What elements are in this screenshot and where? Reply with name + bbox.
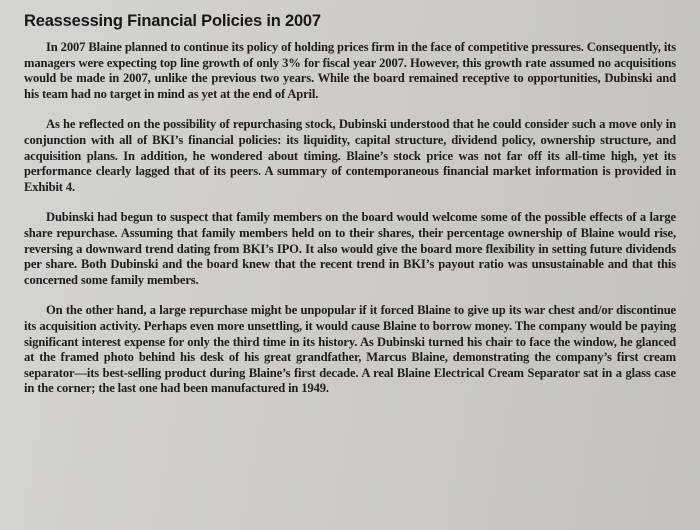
paragraph-3: Dubinski had begun to suspect that family members on the board would welcome some of the possible effects of a large share repurchase. Assuming that family members held on to their shares, their percentage ownership of Blaine would rise, reversing a downward trend dating from BKI’s IPO. It also would give the board more flexibility in setting future dividends per share. Both Dubinski and the board knew that the recent trend in BKI’s payout ratio was unsustainable and that this concerned some family members. <box>24 210 676 287</box>
paragraph-2: As he reflected on the possibility of repurchasing stock, Dubinski understood that he could consider such a move only in conjunction with all of BKI’s financial policies: its liquidity, capital structure, dividend policy, ownership structure, and acquisition plans. In addition, he wondered about timing. Blaine’s stock price was not far off its all-time high, yet its performance clearly lagged that of its peers. A summary of contemporaneous financial market information is provided in Exhibit 4. <box>24 117 676 194</box>
section-heading: Reassessing Financial Policies in 2007 <box>24 12 321 30</box>
paragraph-4: On the other hand, a large repurchase might be unpopular if it forced Blaine to give up its war chest and/or discontinue its acquisition activity. Perhaps even more unsettling, it would cause Blaine to borrow money. The company would be paying significant interest expense for only the third time in its history. As Dubinski turned his chair to face the window, he glanced at the framed photo behind his desk of his great grandfather, Marcus Blaine, demonstrating the company’s first cream separator—its best-selling product during Blaine’s first decade. A real Blaine Electrical Cream Separator sat in a glass case in the corner; the last one had been manufactured in 1949. <box>24 303 676 396</box>
paragraph-1: In 2007 Blaine planned to continue its policy of holding prices firm in the face of competitive pressures. Consequently, its managers were expecting top line growth of only 3% for fiscal year 2007. However, this growth rate assumed no acquisitions would be made in 2007, unlike the previous two years. While the board remained receptive to opportunities, Dubinski and his team had no target in mind as yet at the end of April. <box>24 40 676 101</box>
